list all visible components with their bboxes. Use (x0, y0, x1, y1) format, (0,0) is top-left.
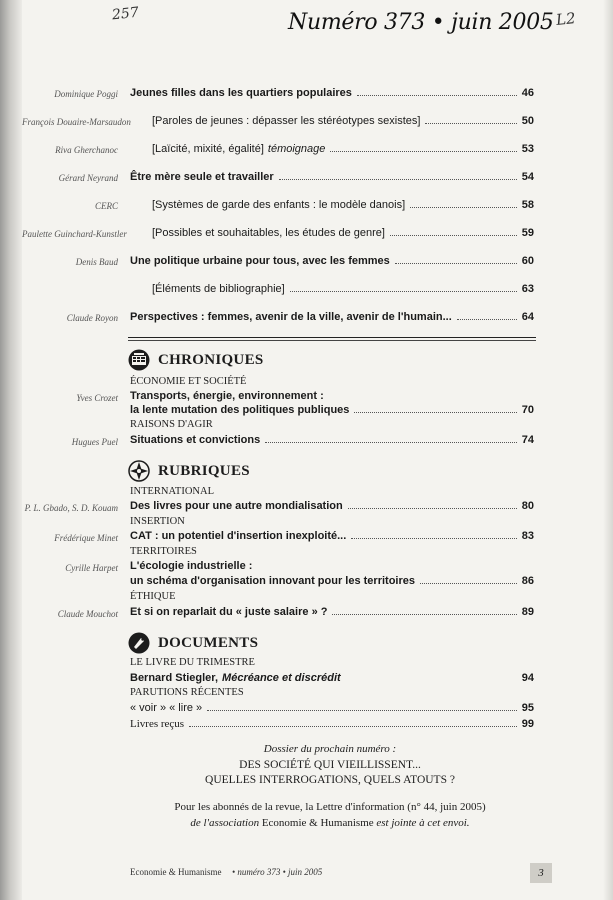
section-title: CHRONIQUES (158, 351, 264, 368)
section-heading-documents (128, 632, 258, 654)
toc-author: Cyrille Harpet (65, 563, 118, 573)
leader-dots (354, 412, 516, 413)
leader-dots (351, 538, 516, 539)
leader-dots (207, 710, 517, 711)
section-title: RUBRIQUES (158, 462, 250, 479)
toc-title-extra: témoignage (267, 143, 326, 155)
toc-page: 59 (521, 227, 534, 239)
toc-entry[interactable] (130, 672, 534, 684)
toc-title: Transports, énergie, environnement : (130, 390, 324, 402)
category-label: TERRITOIRES (130, 546, 197, 557)
leader-dots (290, 291, 517, 292)
toc-page: 94 (521, 672, 534, 684)
toc-author: CERC (94, 201, 118, 211)
section-divider (128, 340, 536, 341)
toc-page: 53 (521, 143, 534, 155)
toc-author: P. L. Gbado, S. D. Kouam (24, 503, 118, 513)
pen-nib-icon (128, 632, 150, 654)
toc-title: CAT : un potentiel d'insertion inexploité... (130, 530, 347, 542)
compass-icon (128, 460, 150, 482)
toc-title: la lente mutation des politiques publiques (130, 404, 350, 416)
leader-dots (330, 151, 516, 152)
toc-page: 83 (521, 530, 534, 542)
leader-dots (332, 614, 516, 615)
toc-page: 95 (521, 702, 534, 714)
leader-dots (357, 95, 517, 96)
leader-dots (457, 319, 517, 320)
toc-page: 63 (521, 283, 534, 295)
category-label: RAISONS D'AGIR (130, 419, 213, 430)
toc-page: 70 (521, 404, 534, 416)
toc-entry[interactable] (152, 199, 534, 211)
book-author: Bernard Stiegler, (130, 672, 219, 684)
issue-title: Numéro 373 • juin 2005 (288, 10, 554, 35)
toc-title: Être mère seule et travailler (130, 171, 274, 183)
leader-dots (189, 726, 517, 727)
toc-entry[interactable] (130, 404, 534, 416)
toc-author: François Douaire-Marsaudon (22, 117, 131, 127)
leader-dots (390, 235, 517, 236)
footer-journal: Economie & Humanisme (130, 867, 222, 877)
toc-title: Livres reçus (130, 718, 185, 730)
toc-author: Paulette Guinchard-Kunstler (22, 229, 127, 239)
toc-entry[interactable] (130, 606, 534, 618)
category-label: ÉTHIQUE (130, 591, 176, 602)
next-issue-line1: DES SOCIÉTÉ QUI VIEILLISSENT... (239, 759, 421, 771)
section-heading-rubriques (128, 460, 250, 482)
toc-title: un schéma d'organisation innovant pour les territoires (130, 575, 416, 587)
toc-entry[interactable] (130, 575, 534, 587)
toc-page: 80 (521, 500, 534, 512)
toc-entry[interactable] (130, 87, 534, 99)
toc-page: 60 (521, 255, 534, 267)
toc-title: « voir » « lire » (130, 702, 203, 714)
toc-title: Perspectives : femmes, avenir de la ville, avenir de l'humain... (130, 311, 452, 323)
category-label: ÉCONOMIE ET SOCIÉTÉ (130, 376, 247, 387)
newspaper-icon (128, 349, 150, 371)
toc-entry[interactable] (130, 718, 534, 730)
toc-entry[interactable] (130, 702, 534, 714)
toc-title: [Laïcité, mixité, égalité] (152, 143, 264, 155)
next-issue-label: Dossier du prochain numéro : (263, 743, 397, 755)
footer-issue: • numéro 373 • juin 2005 (232, 867, 323, 877)
category-label: LE LIVRE DU TRIMESTRE (130, 657, 255, 668)
subscribers-text: de l'association (190, 817, 260, 829)
leader-dots (279, 179, 517, 180)
section-heading-chroniques (128, 349, 264, 371)
section-divider (128, 337, 536, 338)
toc-title: [Éléments de bibliographie] (152, 283, 285, 295)
toc-title: [Systèmes de garde des enfants : le modèle danois] (152, 199, 406, 211)
section-title: DOCUMENTS (158, 634, 259, 651)
leader-dots (410, 207, 517, 208)
toc-title: [Possibles et souhaitables, les études de genre] (152, 227, 385, 239)
toc-page: 50 (521, 115, 534, 127)
subscribers-note-line1: Pour les abonnés de la revue, la Lettre d'information (n° 44, juin 2005) (174, 801, 486, 813)
toc-entry[interactable] (152, 227, 534, 239)
toc-author: Dominique Poggi (54, 89, 118, 99)
category-label: PARUTIONS RÉCENTES (130, 687, 244, 698)
next-issue-line2: QUELLES INTERROGATIONS, QUELS ATOUTS ? (205, 774, 455, 786)
leader-dots (425, 123, 516, 124)
toc-author: Claude Royon (66, 313, 118, 323)
toc-title: Jeunes filles dans les quartiers populaires (130, 87, 352, 99)
toc-title: Une politique urbaine pour tous, avec les femmes (130, 255, 390, 267)
leader-dots (348, 508, 517, 509)
toc-entry[interactable] (130, 434, 534, 446)
toc-title: Et si on reparlait du « juste salaire » ? (130, 606, 328, 618)
category-label: INTERNATIONAL (130, 486, 214, 497)
page-edge (603, 0, 613, 900)
toc-page: 99 (521, 718, 534, 730)
toc-author: Hugues Puel (71, 437, 118, 447)
toc-entry[interactable] (130, 255, 534, 267)
handwritten-note-left: 257 (111, 4, 140, 24)
toc-title: L'écologie industrielle : (130, 560, 253, 572)
toc-entry[interactable] (130, 311, 534, 323)
toc-title: Situations et convictions (130, 434, 261, 446)
toc-page: 54 (521, 171, 534, 183)
toc-entry[interactable] (130, 530, 534, 542)
book-title: Mécréance et discrédit (222, 672, 341, 684)
toc-entry[interactable] (152, 115, 534, 127)
handwritten-note-right: L2 (555, 9, 577, 29)
toc-title: Des livres pour une autre mondialisation (130, 500, 343, 512)
toc-author: Frédérique Minet (54, 533, 118, 543)
binding-gutter (0, 0, 22, 900)
page-number: 3 (530, 863, 552, 883)
toc-page: 74 (521, 434, 534, 446)
toc-page: 86 (521, 575, 534, 587)
toc-page: 64 (521, 311, 534, 323)
toc-author: Riva Gherchanoc (55, 145, 118, 155)
toc-author: Gérard Neyrand (58, 173, 118, 183)
toc-entry[interactable] (130, 500, 534, 512)
toc-entry[interactable] (152, 143, 534, 155)
toc-title: [Paroles de jeunes : dépasser les stéréotypes sexistes] (152, 115, 421, 127)
toc-author: Claude Mouchot (57, 609, 118, 619)
category-label: INSERTION (130, 516, 185, 527)
toc-page: 89 (521, 606, 534, 618)
toc-entry[interactable] (152, 283, 534, 295)
leader-dots (265, 442, 517, 443)
leader-dots (420, 583, 517, 584)
toc-entry[interactable] (130, 171, 534, 183)
toc-page: 46 (521, 87, 534, 99)
association-name: Economie & Humanisme (261, 817, 374, 829)
subscribers-note-line2 (130, 817, 530, 829)
toc-author: Denis Baud (75, 257, 118, 267)
subscribers-text: est jointe à cet envoi. (376, 817, 470, 829)
leader-dots (395, 263, 517, 264)
toc-page: 58 (521, 199, 534, 211)
toc-author: Yves Crozet (76, 393, 118, 403)
